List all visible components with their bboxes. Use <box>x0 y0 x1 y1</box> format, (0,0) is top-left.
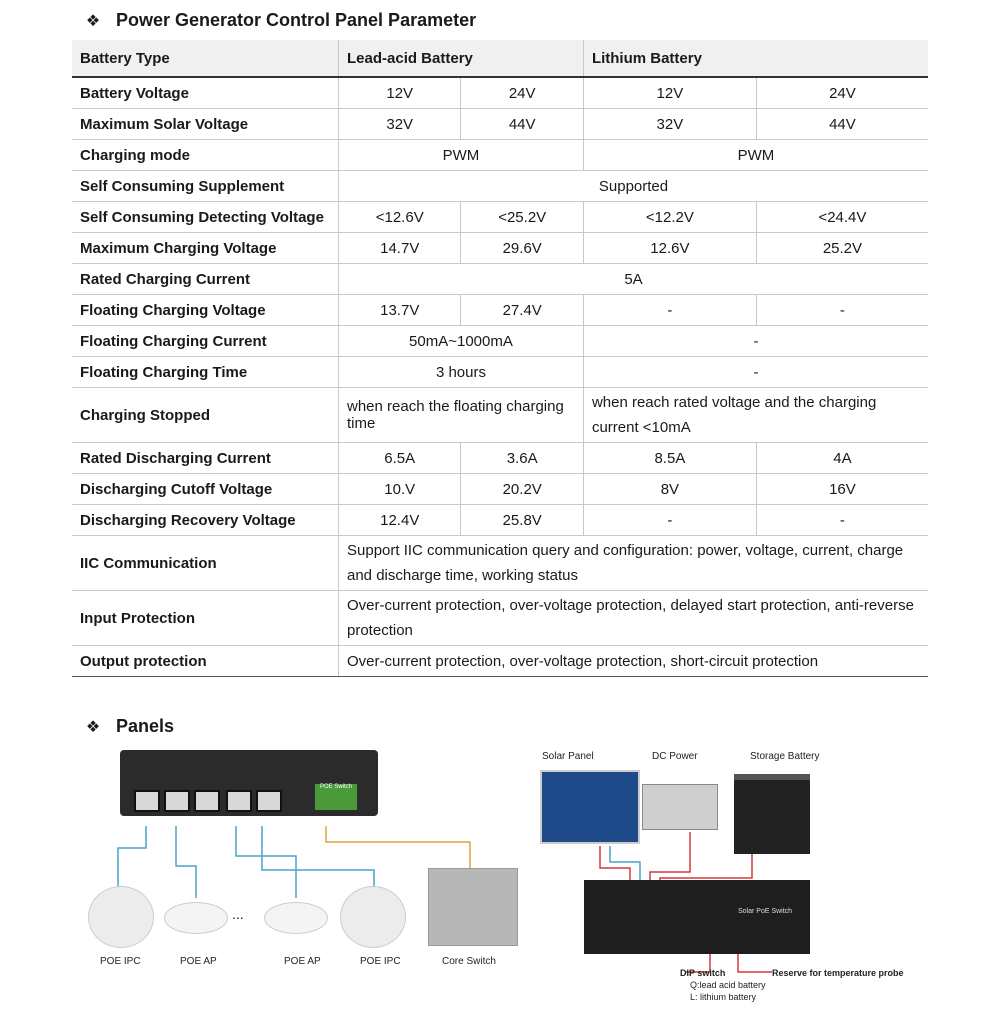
device-caption: DC Power <box>652 751 698 762</box>
table-cell: Supported <box>339 171 929 202</box>
section-heading-panels <box>84 716 174 737</box>
row-label: Charging Stopped <box>72 388 339 443</box>
row-label: Output protection <box>72 646 339 677</box>
temperature-probe-note: Reserve for temperature probe <box>772 968 904 978</box>
poe-ipc-camera-icon <box>88 886 154 948</box>
table-cell: when reach the floating charging time <box>339 388 584 443</box>
table-cell: - <box>583 295 756 326</box>
table-cell: <25.2V <box>461 202 583 233</box>
table-cell: 24V <box>461 77 583 109</box>
table-cell: 50mA~1000mA <box>339 326 584 357</box>
table-cell: - <box>583 357 928 388</box>
table-row <box>72 357 928 388</box>
row-label: IIC Communication <box>72 536 339 591</box>
table-cell: <24.4V <box>756 202 928 233</box>
table-cell: - <box>583 505 756 536</box>
device-caption: Solar Panel <box>542 751 594 762</box>
table-cell: <12.6V <box>339 202 461 233</box>
poe-ap-icon <box>164 902 228 934</box>
table-row <box>72 536 928 591</box>
poe-ipc-camera-icon <box>340 886 406 948</box>
header-cell: Battery Type <box>72 40 339 77</box>
table-cell: - <box>583 326 928 357</box>
table-cell: Support IIC communication query and configuration: power, voltage, current, charge and discharge time, working status <box>339 536 929 591</box>
table-cell: 12V <box>339 77 461 109</box>
row-label: Input Protection <box>72 591 339 646</box>
table-cell: 16V <box>756 474 928 505</box>
table-cell: Over-current protection, over-voltage protection, short-circuit protection <box>339 646 929 677</box>
table-row <box>72 646 928 677</box>
header-cell: Lithium Battery <box>583 40 928 77</box>
diamond-bullet-icon: ❖ <box>85 12 101 30</box>
panels-illustration <box>0 740 1000 1031</box>
solar-poe-switch-image <box>584 880 810 954</box>
table-row <box>72 295 928 326</box>
table-cell: 12.4V <box>339 505 461 536</box>
section-title: Panels <box>116 716 175 736</box>
table-cell: 20.2V <box>461 474 583 505</box>
table-cell: 3.6A <box>461 443 583 474</box>
row-label: Floating Charging Voltage <box>72 295 339 326</box>
table-cell: 24V <box>756 77 928 109</box>
device-caption: POE IPC <box>100 956 141 967</box>
table-row <box>72 326 928 357</box>
device-caption: Storage Battery <box>750 751 820 762</box>
table-row <box>72 233 928 264</box>
table-cell: 27.4V <box>461 295 583 326</box>
section-heading-parameters <box>84 10 476 31</box>
switch-badge: POE Switch <box>315 784 357 810</box>
table-header-row <box>72 40 928 77</box>
row-label: Discharging Cutoff Voltage <box>72 474 339 505</box>
table-cell: 44V <box>461 109 583 140</box>
table-cell: 12.6V <box>583 233 756 264</box>
row-label: Self Consuming Detecting Voltage <box>72 202 339 233</box>
table-row <box>72 591 928 646</box>
row-label: Maximum Solar Voltage <box>72 109 339 140</box>
row-label: Charging mode <box>72 140 339 171</box>
diamond-bullet-icon: ❖ <box>85 718 101 736</box>
table-cell: 32V <box>583 109 756 140</box>
table-row <box>72 474 928 505</box>
table-cell: - <box>756 295 928 326</box>
row-label: Floating Charging Time <box>72 357 339 388</box>
row-label: Discharging Recovery Voltage <box>72 505 339 536</box>
header-cell: Lead-acid Battery <box>339 40 584 77</box>
table-cell: 14.7V <box>339 233 461 264</box>
device-caption: Core Switch <box>442 956 496 967</box>
controller-label: Solar PoE Switch <box>738 908 793 915</box>
table-cell: <12.2V <box>583 202 756 233</box>
row-label: Battery Voltage <box>72 77 339 109</box>
table-cell: 25.8V <box>461 505 583 536</box>
row-label: Rated Charging Current <box>72 264 339 295</box>
row-label: Floating Charging Current <box>72 326 339 357</box>
table-row <box>72 505 928 536</box>
parameter-table <box>72 40 928 677</box>
row-label: Rated Discharging Current <box>72 443 339 474</box>
table-row <box>72 443 928 474</box>
table-cell: 32V <box>339 109 461 140</box>
table-row <box>72 202 928 233</box>
table-cell: 25.2V <box>756 233 928 264</box>
storage-battery-icon <box>734 774 810 854</box>
table-cell: 12V <box>583 77 756 109</box>
solar-panel-icon <box>540 770 640 844</box>
table-cell: 29.6V <box>461 233 583 264</box>
poe-ap-icon <box>264 902 328 934</box>
core-switch-icon <box>428 868 518 946</box>
row-label: Self Consuming Supplement <box>72 171 339 202</box>
dip-switch-l: L: lithium battery <box>690 992 757 1002</box>
table-cell: 10.V <box>339 474 461 505</box>
table-cell: when reach rated voltage and the charging current <10mA <box>583 388 928 443</box>
table-row <box>72 140 928 171</box>
dc-power-icon <box>642 784 718 830</box>
table-row <box>72 171 928 202</box>
table-cell: 8V <box>583 474 756 505</box>
device-caption: POE AP <box>180 956 217 967</box>
table-row <box>72 109 928 140</box>
table-cell: 8.5A <box>583 443 756 474</box>
table-cell: Over-current protection, over-voltage protection, delayed start protection, anti-reverse protection <box>339 591 929 646</box>
table-cell: 5A <box>339 264 929 295</box>
table-row <box>72 77 928 109</box>
table-cell: PWM <box>339 140 584 171</box>
table-row <box>72 388 928 443</box>
table-cell: 4A <box>756 443 928 474</box>
table-cell: 44V <box>756 109 928 140</box>
table-row <box>72 264 928 295</box>
row-label: Maximum Charging Voltage <box>72 233 339 264</box>
device-caption: POE AP <box>284 956 321 967</box>
dip-switch-note: DIP switch <box>680 968 726 978</box>
table-cell: 6.5A <box>339 443 461 474</box>
section-title: Power Generator Control Panel Parameter <box>116 10 477 30</box>
table-cell: 3 hours <box>339 357 584 388</box>
table-cell: 13.7V <box>339 295 461 326</box>
table-cell: - <box>756 505 928 536</box>
dip-switch-q: Q:lead acid battery <box>690 980 766 990</box>
ellipsis: ... <box>232 906 244 922</box>
device-caption: POE IPC <box>360 956 401 967</box>
table-cell: PWM <box>583 140 928 171</box>
